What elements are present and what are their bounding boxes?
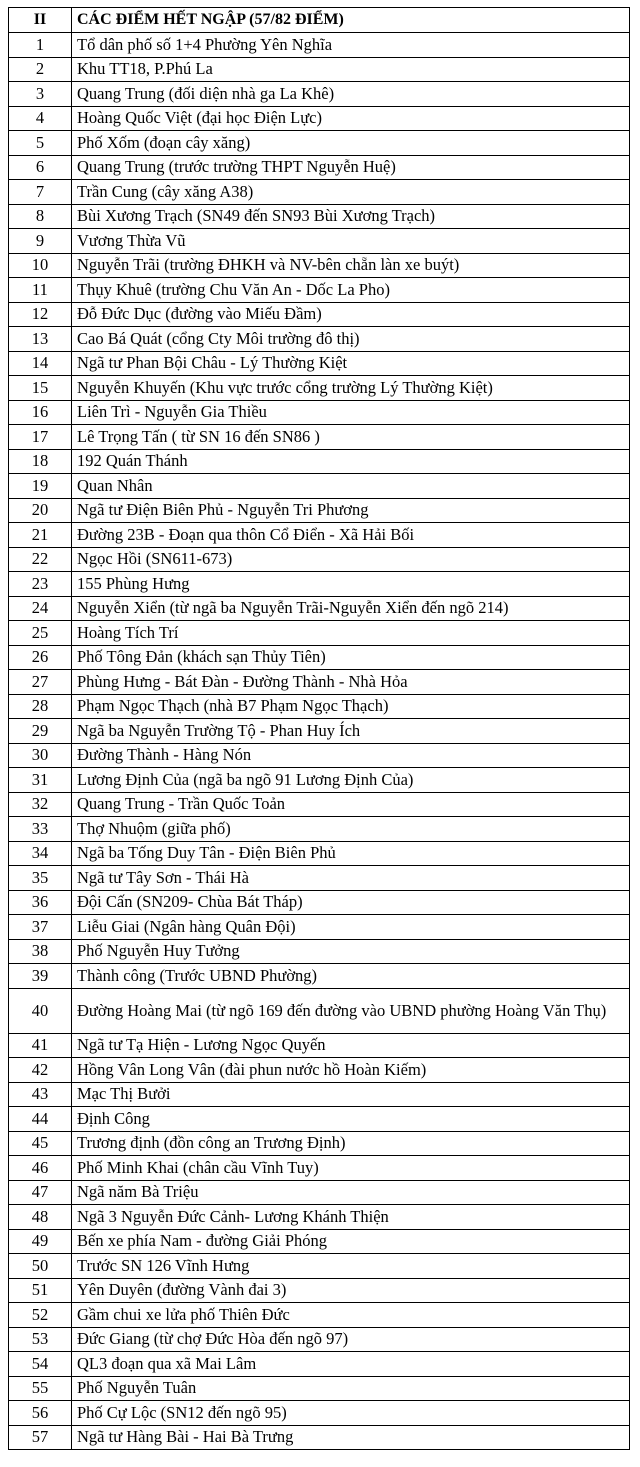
location-name: Ngã ba Tống Duy Tân - Điện Biên Phủ [72, 841, 630, 866]
table-row [9, 817, 630, 842]
table-row [9, 964, 630, 989]
table-row [9, 425, 630, 450]
table-row [9, 988, 630, 1033]
table-row [9, 645, 630, 670]
table-row [9, 621, 630, 646]
location-name: Thành công (Trước UBND Phường) [72, 964, 630, 989]
row-number: 36 [9, 890, 72, 915]
row-number: 41 [9, 1033, 72, 1058]
location-name: Quan Nhân [72, 474, 630, 499]
location-name: Hoàng Tích Trí [72, 621, 630, 646]
location-name: Ngã tư Hàng Bài - Hai Bà Trưng [72, 1425, 630, 1450]
location-name: Bến xe phía Nam - đường Giải Phóng [72, 1229, 630, 1254]
table-row [9, 131, 630, 156]
location-name: Cao Bá Quát (cổng Cty Môi trường đô thị) [72, 327, 630, 352]
table-row [9, 1401, 630, 1426]
table-row [9, 82, 630, 107]
table-row [9, 768, 630, 793]
row-number: 9 [9, 229, 72, 254]
table-row [9, 106, 630, 131]
table-row [9, 1180, 630, 1205]
row-number: 22 [9, 547, 72, 572]
row-number: 53 [9, 1327, 72, 1352]
location-name: Thợ Nhuộm (giữa phố) [72, 817, 630, 842]
location-name: Ngã 3 Nguyễn Đức Cảnh- Lương Khánh Thiện [72, 1205, 630, 1230]
table-row [9, 866, 630, 891]
row-number: 52 [9, 1303, 72, 1328]
location-name: Ngã ba Nguyễn Trường Tộ - Phan Huy Ích [72, 719, 630, 744]
location-name: Quang Trung (đối diện nhà ga La Khê) [72, 82, 630, 107]
table-row [9, 449, 630, 474]
location-name: Đức Giang (từ chợ Đức Hòa đến ngõ 97) [72, 1327, 630, 1352]
location-name: Liễu Giai (Ngân hàng Quân Đội) [72, 915, 630, 940]
location-name: Phố Xốm (đoạn cây xăng) [72, 131, 630, 156]
row-number: 48 [9, 1205, 72, 1230]
row-number: 23 [9, 572, 72, 597]
row-number: 35 [9, 866, 72, 891]
location-name: Vương Thừa Vũ [72, 229, 630, 254]
location-name: Đường 23B - Đoạn qua thôn Cổ Điển - Xã Hải Bối [72, 523, 630, 548]
location-name: Trần Cung (cây xăng A38) [72, 180, 630, 205]
location-name: Mạc Thị Bưởi [72, 1082, 630, 1107]
row-number: 2 [9, 57, 72, 82]
table-row [9, 57, 630, 82]
table-row [9, 1303, 630, 1328]
row-number: 46 [9, 1156, 72, 1181]
row-number: 28 [9, 694, 72, 719]
table-row [9, 1376, 630, 1401]
table-row [9, 1107, 630, 1132]
table-row [9, 1156, 630, 1181]
row-number: 14 [9, 351, 72, 376]
table-row [9, 523, 630, 548]
row-number: 38 [9, 939, 72, 964]
row-number: 47 [9, 1180, 72, 1205]
section-number: II [9, 8, 72, 33]
table-row [9, 694, 630, 719]
table-row [9, 253, 630, 278]
table-row [9, 1254, 630, 1279]
location-name: Ngã tư Tạ Hiện - Lương Ngọc Quyến [72, 1033, 630, 1058]
location-name: Quang Trung - Trần Quốc Toản [72, 792, 630, 817]
location-name: Gầm chui xe lửa phố Thiên Đức [72, 1303, 630, 1328]
row-number: 34 [9, 841, 72, 866]
flood-points-table [8, 7, 630, 1450]
table-row [9, 327, 630, 352]
table-row [9, 547, 630, 572]
row-number: 24 [9, 596, 72, 621]
row-number: 42 [9, 1058, 72, 1083]
table-row [9, 1205, 630, 1230]
table-row [9, 351, 630, 376]
location-name: Ngã tư Tây Sơn - Thái Hà [72, 866, 630, 891]
row-number: 39 [9, 964, 72, 989]
table-row [9, 498, 630, 523]
row-number: 33 [9, 817, 72, 842]
row-number: 51 [9, 1278, 72, 1303]
table-row [9, 915, 630, 940]
table-row [9, 890, 630, 915]
table-row [9, 302, 630, 327]
row-number: 30 [9, 743, 72, 768]
location-name: Ngọc Hồi (SN611-673) [72, 547, 630, 572]
row-number: 19 [9, 474, 72, 499]
location-name: Yên Duyên (đường Vành đai 3) [72, 1278, 630, 1303]
row-number: 18 [9, 449, 72, 474]
location-name: Phố Nguyễn Huy Tưởng [72, 939, 630, 964]
row-number: 57 [9, 1425, 72, 1450]
location-name: Bùi Xương Trạch (SN49 đến SN93 Bùi Xương Trạch) [72, 204, 630, 229]
row-number: 21 [9, 523, 72, 548]
table-row [9, 841, 630, 866]
table-row [9, 572, 630, 597]
table-row [9, 229, 630, 254]
location-name: Nguyễn Trãi (trường ĐHKH và NV-bên chẵn làn xe buýt) [72, 253, 630, 278]
location-name: Hoàng Quốc Việt (đại học Điện Lực) [72, 106, 630, 131]
location-name: 192 Quán Thánh [72, 449, 630, 474]
table-header-row [9, 8, 630, 33]
location-name: Đội Cấn (SN209- Chùa Bát Tháp) [72, 890, 630, 915]
location-name: Trước SN 126 Vĩnh Hưng [72, 1254, 630, 1279]
table-row [9, 792, 630, 817]
location-name: Phố Tông Đản (khách sạn Thủy Tiên) [72, 645, 630, 670]
row-number: 55 [9, 1376, 72, 1401]
location-name: Ngã tư Điện Biên Phủ - Nguyễn Tri Phương [72, 498, 630, 523]
table-body [9, 8, 630, 1450]
flood-points-document [8, 7, 630, 1450]
row-number: 56 [9, 1401, 72, 1426]
location-name: Phố Nguyễn Tuân [72, 1376, 630, 1401]
table-row [9, 180, 630, 205]
row-number: 5 [9, 131, 72, 156]
table-row [9, 1425, 630, 1450]
location-name: Phố Cự Lộc (SN12 đến ngõ 95) [72, 1401, 630, 1426]
row-number: 44 [9, 1107, 72, 1132]
table-row [9, 400, 630, 425]
row-number: 40 [9, 988, 72, 1033]
row-number: 11 [9, 278, 72, 303]
table-row [9, 474, 630, 499]
row-number: 25 [9, 621, 72, 646]
location-name: Đường Hoàng Mai (từ ngõ 169 đến đường vào UBND phường Hoàng Văn Thụ) [72, 988, 630, 1033]
row-number: 12 [9, 302, 72, 327]
location-name: Phùng Hưng - Bát Đàn - Đường Thành - Nhà Hỏa [72, 670, 630, 695]
row-number: 49 [9, 1229, 72, 1254]
row-number: 8 [9, 204, 72, 229]
location-name: Nguyễn Khuyến (Khu vực trước cổng trường Lý Thường Kiệt) [72, 376, 630, 401]
table-row [9, 33, 630, 58]
row-number: 31 [9, 768, 72, 793]
row-number: 50 [9, 1254, 72, 1279]
location-name: Phố Minh Khai (chân cầu Vĩnh Tuy) [72, 1156, 630, 1181]
table-row [9, 670, 630, 695]
row-number: 27 [9, 670, 72, 695]
table-row [9, 596, 630, 621]
table-row [9, 155, 630, 180]
row-number: 4 [9, 106, 72, 131]
row-number: 15 [9, 376, 72, 401]
table-row [9, 719, 630, 744]
row-number: 26 [9, 645, 72, 670]
location-name: Định Công [72, 1107, 630, 1132]
section-title: CÁC ĐIỂM HẾT NGẬP (57/82 ĐIỂM) [72, 8, 630, 33]
table-row [9, 1058, 630, 1083]
row-number: 17 [9, 425, 72, 450]
location-name: Ngã năm Bà Triệu [72, 1180, 630, 1205]
row-number: 43 [9, 1082, 72, 1107]
table-row [9, 1082, 630, 1107]
row-number: 13 [9, 327, 72, 352]
table-row [9, 1229, 630, 1254]
location-name: Lương Định Của (ngã ba ngõ 91 Lương Định Của) [72, 768, 630, 793]
location-name: Quang Trung (trước trường THPT Nguyễn Huệ) [72, 155, 630, 180]
location-name: QL3 đoạn qua xã Mai Lâm [72, 1352, 630, 1377]
location-name: Trương định (đồn công an Trương Định) [72, 1131, 630, 1156]
row-number: 16 [9, 400, 72, 425]
table-row [9, 939, 630, 964]
row-number: 1 [9, 33, 72, 58]
table-row [9, 1033, 630, 1058]
row-number: 37 [9, 915, 72, 940]
table-row [9, 278, 630, 303]
row-number: 45 [9, 1131, 72, 1156]
table-row [9, 376, 630, 401]
table-row [9, 204, 630, 229]
row-number: 54 [9, 1352, 72, 1377]
location-name: Lê Trọng Tấn ( từ SN 16 đến SN86 ) [72, 425, 630, 450]
table-row [9, 1278, 630, 1303]
row-number: 29 [9, 719, 72, 744]
row-number: 10 [9, 253, 72, 278]
row-number: 32 [9, 792, 72, 817]
location-name: Thụy Khuê (trường Chu Văn An - Dốc La Pho) [72, 278, 630, 303]
location-name: Khu TT18, P.Phú La [72, 57, 630, 82]
table-row [9, 1352, 630, 1377]
location-name: Đường Thành - Hàng Nón [72, 743, 630, 768]
table-row [9, 1327, 630, 1352]
row-number: 6 [9, 155, 72, 180]
row-number: 20 [9, 498, 72, 523]
location-name: Tổ dân phố số 1+4 Phường Yên Nghĩa [72, 33, 630, 58]
row-number: 7 [9, 180, 72, 205]
location-name: 155 Phùng Hưng [72, 572, 630, 597]
location-name: Hồng Vân Long Vân (đài phun nước hồ Hoàn Kiếm) [72, 1058, 630, 1083]
location-name: Nguyễn Xiển (từ ngã ba Nguyễn Trãi-Nguyễn Xiển đến ngõ 214) [72, 596, 630, 621]
row-number: 3 [9, 82, 72, 107]
location-name: Liên Trì - Nguyễn Gia Thiều [72, 400, 630, 425]
table-row [9, 743, 630, 768]
table-row [9, 1131, 630, 1156]
location-name: Đỗ Đức Dục (đường vào Miếu Đầm) [72, 302, 630, 327]
location-name: Ngã tư Phan Bội Châu - Lý Thường Kiệt [72, 351, 630, 376]
location-name: Phạm Ngọc Thạch (nhà B7 Phạm Ngọc Thạch) [72, 694, 630, 719]
